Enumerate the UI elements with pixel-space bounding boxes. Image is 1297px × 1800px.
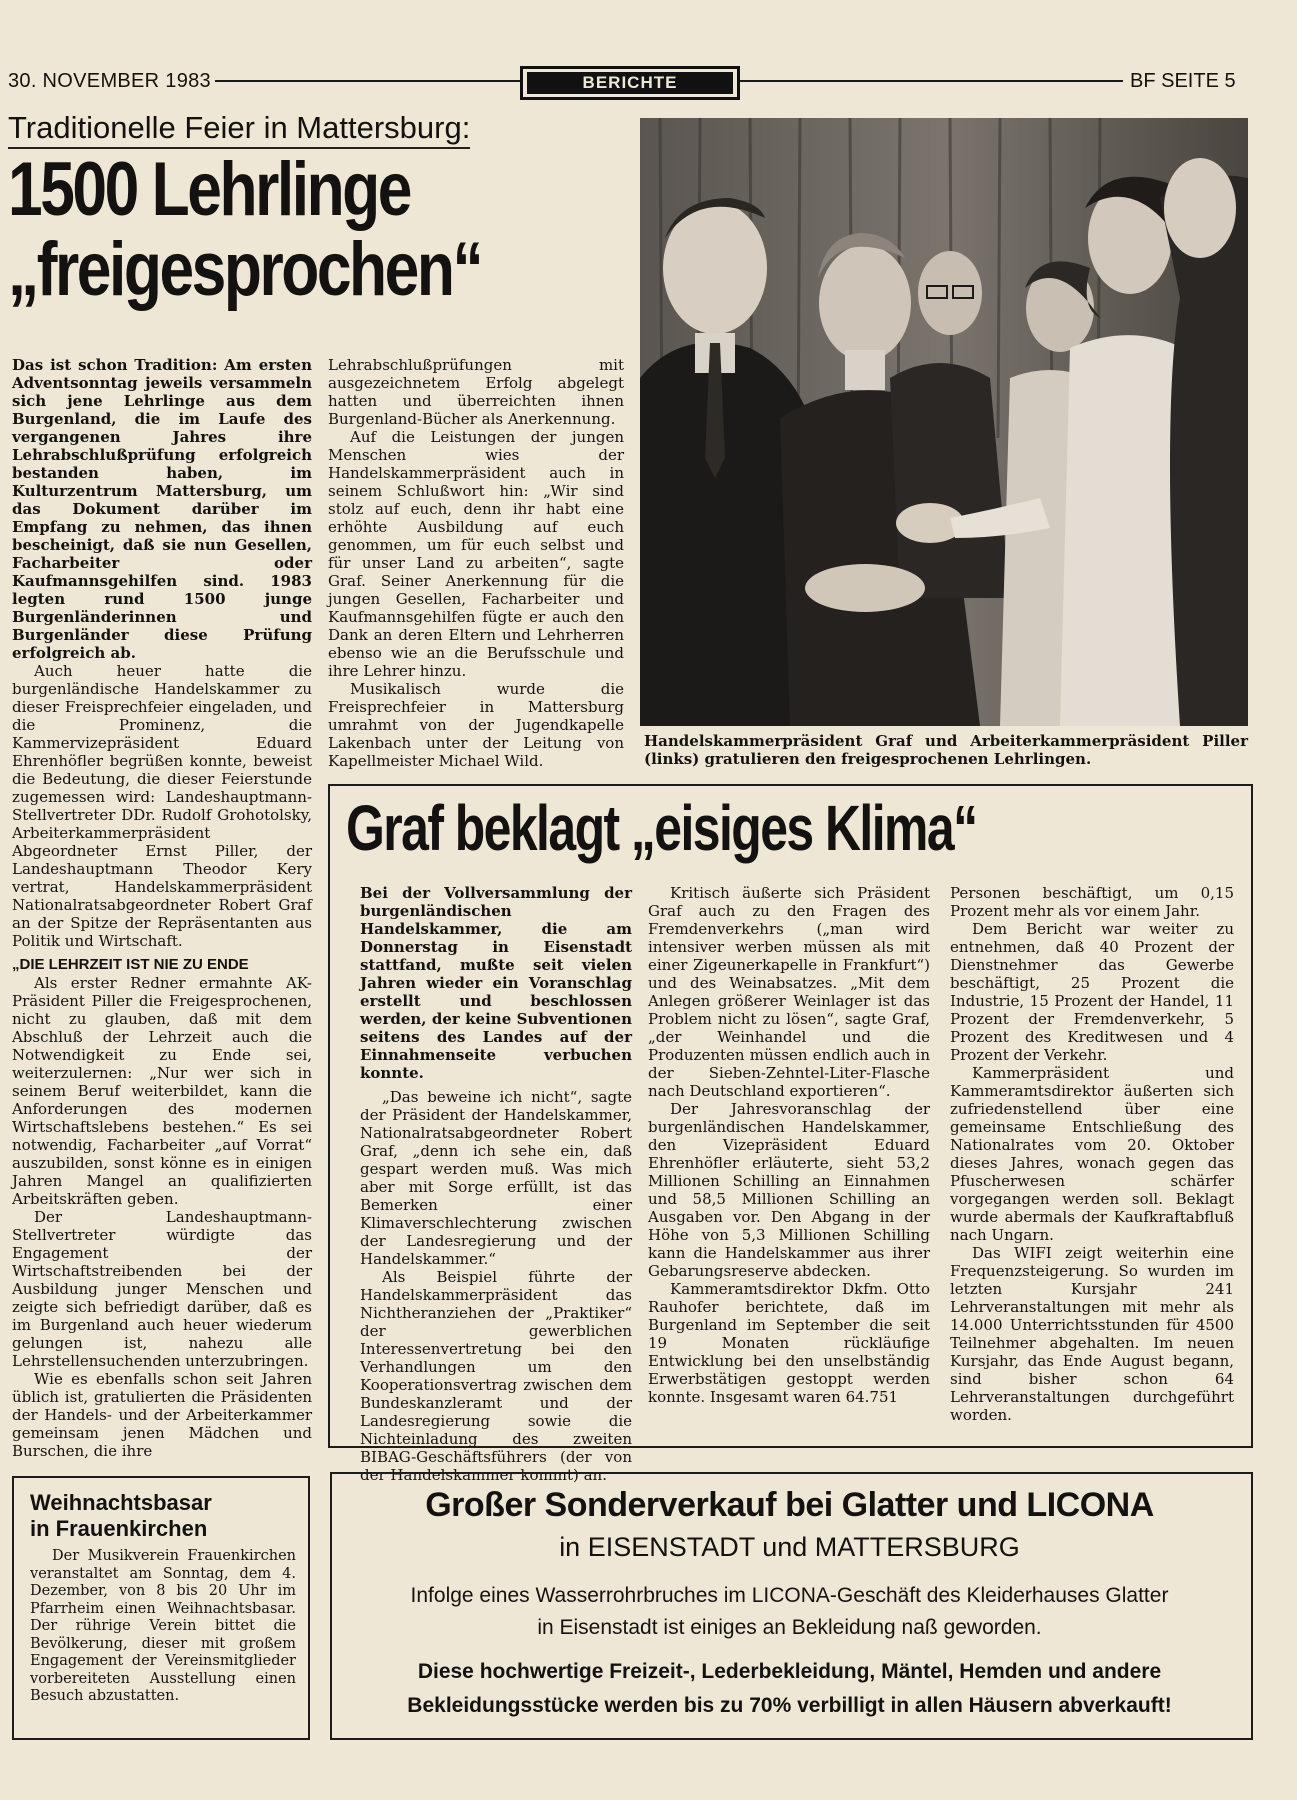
- article1-headline: [8, 147, 525, 312]
- article1-headline-line1: 1500 Lehrlinge: [8, 147, 410, 232]
- ad-offer-line: Diese hochwertige Freizeit-, Lederbekleidung, Mäntel, Hemden und andere: [417, 1660, 1162, 1683]
- article1-kicker: Traditionelle Feier in Mattersburg:: [8, 110, 470, 149]
- section-label: BERICHTE: [527, 72, 733, 94]
- ad-text-line: in Eisenstadt ist einiges an Bekleidung naß geworden.: [537, 1616, 1042, 1639]
- article1-paragraph: Wie es ebenfalls schon seit Jahren üblich ist, gratulierten die Präsidenten der Handels- und der Arbeiterkammer gemeinsam jenen Mädchen und Burschen, die ihre: [12, 1370, 312, 1460]
- header-rule-left: [215, 80, 520, 82]
- ad-locations: in EISENSTADT und MATTERSBURG: [559, 1532, 1020, 1562]
- article2-headline: Graf beklagt „eisiges Klima“: [346, 792, 977, 864]
- article2-column-2: [648, 884, 930, 1406]
- issue-date: 30. NOVEMBER 1983: [8, 70, 211, 92]
- ad-headline: Großer Sonderverkauf bei Glatter und LICONA: [425, 1486, 1154, 1524]
- header-rule-right: [740, 80, 1123, 82]
- article1-subhead: „DIE LEHRZEIT IST NIE ZU ENDE: [12, 956, 249, 973]
- news-photo: [640, 118, 1248, 726]
- basar-text: Der Musikverein Frauenkirchen veranstaltet am Sonntag, dem 4. Dezember, von 8 bis 20 Uhr im Pfarrheim einen Weihnachtsbasar. Der rührige Verein bittet die Bevölkerung, dieser mit großem Engagement der Vereinsmitglieder vorbereiteten Ausstellung einen Besuch abzustatten.: [30, 1548, 296, 1704]
- article2-column-3: [950, 884, 1234, 1424]
- article2-paragraph: Kritisch äußerte sich Präsident Graf auch zu den Fragen des Fremdenverkehrs („man wird intensiver werben müssen als mit einer Zigeunerkapelle in Frankfurt“) und des Weinabsatzes. „Mit dem Anlegen größerer Weinlager ist das Problem nicht zu lösen“, sagte Graf, „der Weinhandel und die Produzenten müssen endlich auch in der Sieben-Zehntel-Liter-Flasche nach Deutschland exportieren“.: [648, 884, 930, 1100]
- article1-headline-line2: „freigesprochen“: [8, 227, 482, 312]
- article2-paragraph: Das WIFI zeigt weiterhin eine Frequenzsteigerung. So wurden im letzten Kursjahr 241 Lehrveranstaltungen mit mehr als 14.000 Unterrichtsstunden für 4500 Teilnehmer abgehalten. Im neuen Kursjahr, das Ende August begann, sind bisher schon 64 Lehrveranstaltungen durchgeführt worden.: [950, 1244, 1234, 1424]
- article2-column-1: [360, 884, 632, 1484]
- basar-title-line2: in Frauenkirchen: [30, 1516, 208, 1541]
- handshake-photo-illustration: [640, 118, 1248, 726]
- article1-lead: Das ist schon Tradition: Am ersten Adventsonntag jeweils versammeln sich jene Lehrlinge aus dem Burgenland, die im Laufe des vergangenen Jahres ihre Lehrabschlußprüfung erfolgreich bestanden haben, im Kulturzentrum Mattersburg, um das Dokument darüber im Empfang zu nehmen, das ihnen bescheinigt, daß sie nun Gesellen, Facharbeiter oder Kaufmannsgehilfen sind. 1983 legten rund 1500 junge Burgenländerinnen und Burgenländer diese Prüfung erfolgreich ab.: [12, 356, 312, 662]
- article1-paragraph: Auch heuer hatte die burgenländische Handelskammer zu dieser Freisprechfeier eingeladen, und die Prominenz, die Kammervizepräsident Eduard Ehrenhöfler begrüßen konnte, beweist die Bedeutung, die dieser Feierstunde zugemessen wird: Landeshauptmann-Stellvertreter DDr. Rudolf Grohotolsky, Arbeiterkammerpräsident Abgeordneter Ernst Piller, der Landeshauptmann Theodor Kery vertrat, Handelskammerpräsident Nationalratsabgeordneter Robert Graf an der Spitze der Repräsentanten aus Politik und Wirtschaft.: [12, 662, 312, 950]
- article1-paragraph: Musikalisch wurde die Freisprechfeier in Mattersburg umrahmt von der Jugendkapelle Lakenbach unter der Leitung von Kapellmeister Michael Wild.: [328, 680, 624, 770]
- basar-title: [30, 1490, 300, 1542]
- article1-column-1: [12, 356, 312, 1460]
- article2-paragraph: Als Beispiel führte der Handelskammerpräsident das Nichtheranziehen der „Praktiker“ der gewerblichen Interessenvertretung bei den Verhandlungen um den Kooperationsvertrag zwischen dem Bundeskanzleramt und der Landesregierung sowie die Nichteinladung des zweiten BIBAG-Geschäftsführers (der von der Handelskammer kommt) an.: [360, 1268, 632, 1484]
- section-label-box: [520, 66, 740, 100]
- article2-paragraph: Personen beschäftigt, um 0,15 Prozent mehr als vor einem Jahr.: [950, 884, 1234, 920]
- article1-paragraph: Als erster Redner ermahnte AK-Präsident Piller die Freigesprochenen, nicht zu glauben, daß mit dem Abschluß der Lehrzeit auch die Notwendigkeit zu Ende sei, weiterzulernen: „Nur wer sich in seinem Beruf weiterbildet, kann die Anforderungen des modernen Wirtschaftslebens bestehen.“ Es sei notwendig, Facharbeiter „auf Vorrat“ auszubilden, sonst könne es in einigen Jahren Mangel an qualifizierten Arbeitskräften geben.: [12, 974, 312, 1208]
- basar-text-column: [30, 1548, 296, 1706]
- page-number: BF SEITE 5: [1130, 70, 1236, 92]
- article2-lead: Bei der Vollversammlung der burgenländischen Handelskammer, die am Donnerstag in Eisenstadt stattfand, mußte seit vielen Jahren wieder ein Voranschlag erstellt und beschlossen werden, der keine Subventionen seitens des Landes auf der Einnahmenseite verbuchen konnte.: [360, 884, 632, 1082]
- article1-paragraph: Der Landeshauptmann-Stellvertreter würdigte das Engagement der Wirtschaftstreibenden bei der Ausbildung junger Menschen und zeigte sich befriedigt darüber, daß es im Burgenland auch heuer wiederum gelungen ist, nahezu alle Lehrstellensuchenden unterzubringen.: [12, 1208, 312, 1370]
- article2-paragraph: Kammerpräsident und Kammeramtsdirektor äußerten sich zufriedenstellend über eine gemeinsame Entschließung des Nationalrates vom 20. Oktober dieses Jahres, wonach gegen das Pfuscherwesen schärfer vorgegangen werden soll. Beklagt wurde abermals der Kaufkraftabfluß nach Ungarn.: [950, 1064, 1234, 1244]
- ad-offer-line: Bekleidungsstücke werden bis zu 70% verbilligt in allen Häusern abverkauft!: [407, 1694, 1172, 1717]
- article1-paragraph: Lehrabschlußprüfungen mit ausgezeichnetem Erfolg abgelegt hatten und überreichten ihnen Burgenland-Bücher als Anerkennung.: [328, 356, 624, 428]
- article1-paragraph: Auf die Leistungen der jungen Menschen wies der Handelskammerpräsident auch in seinem Schlußwort hin: „Wir sind stolz auf euch, denn ihr habt eine erhöhte Ausbildung auf euch genommen, um für euch selbst und für unser Land zu arbeiten“, sagte Graf. Seiner Anerkennung für die jungen Gesellen, Facharbeiter und Kaufmannsgehilfen fügte er auch den Dank an deren Eltern und Lehrherren ebenso wie an die Berufsschule und ihre Lehrer hinzu.: [328, 428, 624, 680]
- article2-paragraph: Dem Bericht war weiter zu entnehmen, daß 40 Prozent der Dienstnehmer das Gewerbe beschäftigt, 25 Prozent die Industrie, 15 Prozent der Handel, 11 Prozent der Fremdenverkehr, 5 Prozent des Kreditwesen und 4 Prozent der Verkehr.: [950, 920, 1234, 1064]
- article2-paragraph: „Das beweine ich nicht“, sagte der Präsident der Handelskammer, Nationalratsabgeordneter Robert Graf, „denn ich sehe ein, daß gespart werden muß. Was mich aber mit Sorge erfüllt, ist das Bemerken einer Klimaverschlechterung zwischen der Landesregierung und der Handelskammer.“: [360, 1088, 632, 1268]
- article2-paragraph: Der Jahresvoranschlag der burgenländischen Handelskammer, den Vizepräsident Eduard Ehrenhöfler erläuterte, sieht 53,2 Millionen Schilling an Einnahmen und 58,5 Millionen Schilling an Ausgaben vor. Den Abgang in der Höhe von 5,3 Millionen Schilling kann die Handelskammer aus ihrer Gebarungsreserve abdecken.: [648, 1100, 930, 1280]
- basar-title-line1: Weihnachtsbasar: [30, 1490, 212, 1515]
- ad-text-line: Infolge eines Wasserrohrbruches im LICONA-Geschäft des Kleiderhauses Glatter: [410, 1584, 1169, 1607]
- photo-caption: Handelskammerpräsident Graf und Arbeiterkammerpräsident Piller (links) gratulieren den freigesprochenen Lehrlingen.: [644, 732, 1248, 768]
- article1-column-2: [328, 356, 624, 770]
- article2-paragraph: Kammeramtsdirektor Dkfm. Otto Rauhofer berichtete, daß im Burgenland im September die seit 19 Monaten rückläufige Entwicklung bei den unselbständig Erwerbstätigen gestoppt werden konnte. Insgesamt waren 64.751: [648, 1280, 930, 1406]
